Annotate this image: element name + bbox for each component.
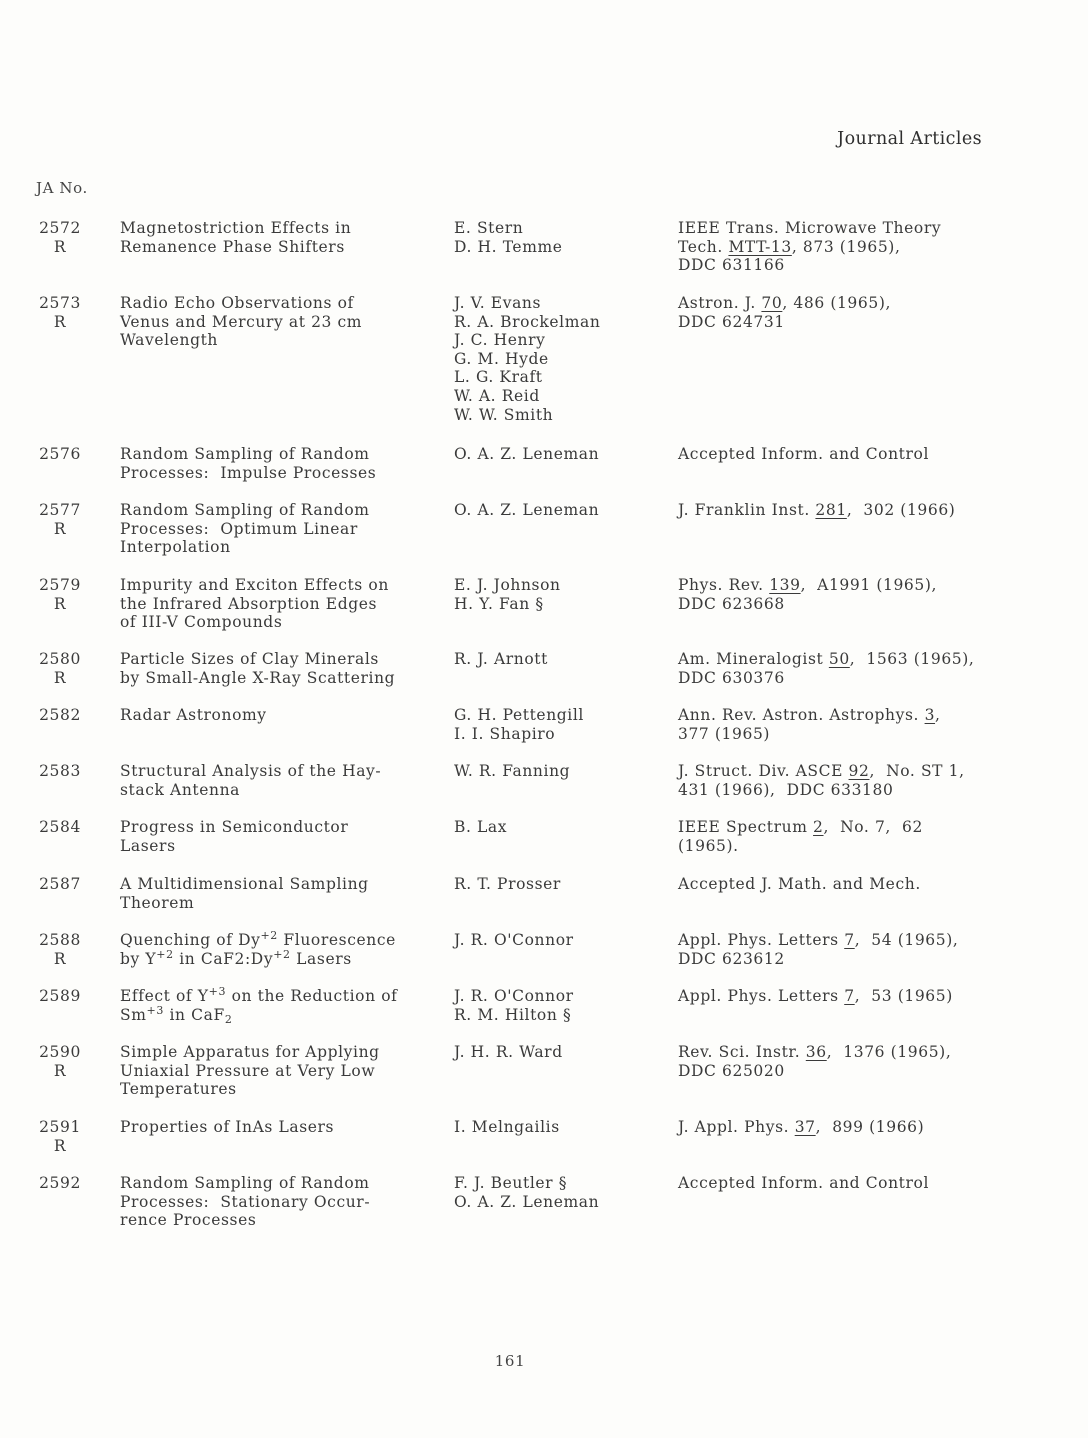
volume: 7 bbox=[844, 931, 855, 949]
author: J. C. Henry bbox=[454, 331, 546, 350]
author: W. R. Fanning bbox=[454, 762, 571, 780]
article-title-line: Progress in Semiconductor bbox=[120, 818, 349, 836]
article-title-line: Properties of InAs Lasers bbox=[120, 1118, 335, 1136]
author: J. H. R. Ward bbox=[454, 1043, 563, 1061]
ja-flag: R bbox=[53, 668, 67, 687]
author: W. A. Reid bbox=[454, 386, 540, 405]
article-title-line: of III-V Compounds bbox=[120, 613, 283, 632]
ja-flag: R bbox=[53, 1136, 67, 1155]
author: R. A. Brockelman bbox=[454, 312, 601, 331]
ja-flag: R bbox=[53, 237, 67, 256]
article-title-line: Uniaxial Pressure at Very Low bbox=[120, 1061, 376, 1080]
citation: J. Struct. Div. ASCE 92, No. ST 1, 431 (1966), DDC 633180 bbox=[678, 762, 965, 799]
article-title-line: rence Processes bbox=[120, 1211, 257, 1230]
author: B. Lax bbox=[454, 818, 508, 836]
citation: Phys. Rev. 139, A1991 (1965), DDC 623668 bbox=[678, 576, 938, 613]
citation: Ann. Rev. Astron. Astrophys. 3, 377 (1965) bbox=[678, 706, 941, 743]
ja-number: 2576 bbox=[39, 445, 81, 463]
citation: Appl. Phys. Letters 7, 54 (1965), DDC 623612 bbox=[678, 931, 959, 968]
article-title-line: the Infrared Absorption Edges bbox=[120, 594, 378, 613]
author: D. H. Temme bbox=[454, 237, 563, 256]
article-title-line: Theorem bbox=[120, 893, 195, 912]
volume: 281 bbox=[815, 501, 847, 519]
article-title-line: Random Sampling of Random bbox=[120, 445, 370, 463]
author: G. H. Pettengill bbox=[454, 706, 584, 724]
volume: 70 bbox=[761, 294, 783, 312]
volume: 37 bbox=[794, 1118, 816, 1136]
citation: Am. Mineralogist 50, 1563 (1965), DDC 630376 bbox=[678, 650, 975, 687]
author: O. A. Z. Leneman bbox=[454, 501, 600, 519]
author: I. I. Shapiro bbox=[454, 724, 556, 743]
volume: 50 bbox=[828, 650, 850, 668]
article-title-line: by Small-Angle X-Ray Scattering bbox=[120, 668, 396, 687]
ja-number: 2580 bbox=[39, 650, 81, 668]
ja-number: 2573 bbox=[39, 294, 81, 312]
author: I. Melngailis bbox=[454, 1118, 560, 1136]
volume: 92 bbox=[848, 762, 870, 780]
article-title-line: A Multidimensional Sampling bbox=[120, 875, 369, 893]
citation: Astron. J. 70, 486 (1965), DDC 624731 bbox=[678, 294, 891, 331]
ja-number: 2572 bbox=[39, 219, 81, 237]
volume: MTT-13 bbox=[728, 237, 792, 256]
article-title-line: Impurity and Exciton Effects on bbox=[120, 576, 389, 594]
citation: J. Franklin Inst. 281, 302 (1966) bbox=[678, 501, 956, 519]
author: R. J. Arnott bbox=[454, 650, 548, 668]
ja-number: 2577 bbox=[39, 501, 81, 519]
author: J. R. O'Connor bbox=[454, 931, 574, 949]
ja-number: 2588 bbox=[39, 931, 81, 949]
author: O. A. Z. Leneman bbox=[454, 1192, 600, 1211]
article-title-line: Random Sampling of Random bbox=[120, 1174, 370, 1192]
ja-number: 2592 bbox=[39, 1174, 81, 1192]
author: O. A. Z. Leneman bbox=[454, 445, 600, 463]
ja-number: 2589 bbox=[39, 987, 81, 1005]
author: R. T. Prosser bbox=[454, 875, 561, 893]
article-title-line: Processes: Impulse Processes bbox=[120, 463, 377, 482]
author: R. M. Hilton § bbox=[454, 1005, 572, 1024]
author: W. W. Smith bbox=[454, 405, 554, 424]
article-title-line: Lasers bbox=[120, 836, 176, 855]
article-title-line: Radio Echo Observations of bbox=[120, 294, 354, 312]
ja-number: 2579 bbox=[39, 576, 81, 594]
ja-number: 2590 bbox=[39, 1043, 81, 1061]
article-title-line: Remanence Phase Shifters bbox=[120, 237, 345, 256]
volume: 3 bbox=[924, 706, 936, 724]
article-title-line: stack Antenna bbox=[120, 780, 241, 799]
author: J. R. O'Connor bbox=[454, 987, 574, 1005]
citation: Appl. Phys. Letters 7, 53 (1965) bbox=[678, 987, 953, 1005]
author: J. V. Evans bbox=[454, 294, 542, 312]
author: H. Y. Fan § bbox=[454, 594, 544, 613]
ja-number: 2584 bbox=[39, 818, 81, 836]
author: E. Stern bbox=[454, 219, 524, 237]
ja-number-column-label: JA No. bbox=[36, 179, 88, 197]
ja-flag: R bbox=[53, 594, 67, 613]
author: L. G. Kraft bbox=[454, 368, 543, 387]
article-title-line: Radar Astronomy bbox=[120, 706, 267, 724]
citation: IEEE Trans. Microwave Theory Tech. MTT-13, 873 (1965), DDC 631166 bbox=[678, 219, 942, 275]
article-title-line: Wavelength bbox=[120, 331, 219, 350]
citation: Rev. Sci. Instr. 36, 1376 (1965), DDC 625020 bbox=[678, 1043, 952, 1080]
article-title-line: Processes: Stationary Occur- bbox=[120, 1192, 371, 1211]
citation: Accepted Inform. and Control bbox=[678, 445, 930, 463]
citation: Accepted Inform. and Control bbox=[678, 1174, 930, 1192]
article-title-line: Temperatures bbox=[120, 1080, 237, 1099]
article-title-line: Simple Apparatus for Applying bbox=[120, 1043, 380, 1061]
volume: 7 bbox=[844, 987, 855, 1005]
ja-number: 2582 bbox=[39, 706, 81, 724]
citation: J. Appl. Phys. 37, 899 (1966) bbox=[678, 1118, 925, 1136]
volume: 2 bbox=[813, 818, 824, 836]
author: F. J. Beutler § bbox=[454, 1174, 568, 1192]
ja-number: 2587 bbox=[39, 875, 81, 893]
volume: 36 bbox=[805, 1043, 827, 1061]
volume: 139 bbox=[769, 576, 801, 594]
author: E. J. Johnson bbox=[454, 576, 561, 594]
article-title: Effect of $Y^{+3}$ on the Reduction of $Sm^{+3}$ in CaF$_2$ bbox=[120, 985, 398, 1026]
article-title-line: Processes: Optimum Linear bbox=[120, 519, 358, 538]
citation: IEEE Spectrum 2, No. 7, 62 (1965). bbox=[678, 818, 923, 855]
author: G. M. Hyde bbox=[454, 349, 549, 368]
article-title: Quenching of $Dy^{+2}$ Fluorescence by $Y^{+2}$ in $CaF2:Dy^{+2}$ Lasers bbox=[120, 929, 396, 968]
ja-flag: R bbox=[53, 949, 67, 968]
ja-flag: R bbox=[53, 1061, 67, 1080]
article-title-line: Venus and Mercury at 23 cm bbox=[120, 312, 363, 331]
article-title-line: Particle Sizes of Clay Minerals bbox=[120, 650, 379, 668]
citation: Accepted J. Math. and Mech. bbox=[678, 875, 921, 893]
ja-flag: R bbox=[53, 312, 67, 331]
ja-flag: R bbox=[53, 519, 67, 538]
ja-number: 2591 bbox=[39, 1118, 81, 1136]
article-title-line: Interpolation bbox=[120, 538, 231, 557]
ja-number: 2583 bbox=[39, 762, 81, 780]
page-number: 161 bbox=[494, 1352, 526, 1370]
article-title-line: Random Sampling of Random bbox=[120, 501, 370, 519]
article-title-line: Structural Analysis of the Hay- bbox=[120, 762, 382, 780]
article-title-line: Magnetostriction Effects in bbox=[120, 219, 352, 237]
section-title: Journal Articles bbox=[837, 129, 982, 149]
